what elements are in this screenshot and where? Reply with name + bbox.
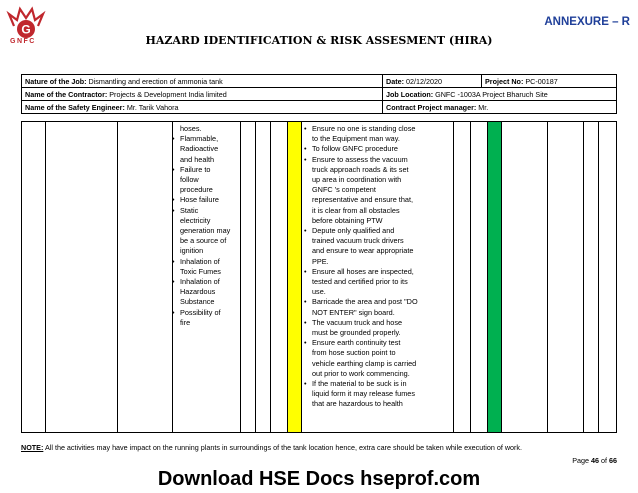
page-number: Page 46 of 66 <box>572 456 617 465</box>
hazard-item: hoses. <box>180 124 202 133</box>
control-measure-item: PPE. <box>312 256 329 266</box>
hazard-item: Toxic Fumes <box>180 266 221 276</box>
job-location-cell: Job Location: GNFC -1003A Project Bharuch Site <box>383 88 617 101</box>
control-measure-item: and ensure to wear appropriate <box>312 246 414 256</box>
column-divider <box>470 122 471 432</box>
hazard-item: Hazardous <box>180 287 216 297</box>
hazard-item: • Failure to <box>172 165 238 175</box>
control-measure-item: trained vacuum truck drivers <box>312 236 404 246</box>
column-divider <box>583 122 584 432</box>
control-measure-item: liquid form it may release fumes <box>312 389 416 399</box>
control-measure-item: • Ensure earth continuity test <box>304 338 452 348</box>
hazard-item: procedure <box>180 185 213 195</box>
hazard-item: Radioactive <box>180 144 219 154</box>
column-divider <box>255 122 256 432</box>
control-measure-item: must be grounded properly. <box>312 328 401 338</box>
control-measures-list <box>304 124 452 410</box>
job-info-row-2 <box>22 88 617 101</box>
column-divider <box>270 122 271 432</box>
hazards-list <box>172 124 238 328</box>
column-divider <box>598 122 599 432</box>
risk-rating-yellow-cell <box>287 122 301 432</box>
control-measure-item: that are hazardous to health <box>312 399 403 409</box>
control-measure-item: • Barricade the area and post "DO <box>304 297 452 307</box>
control-measure-item: use. <box>312 287 326 297</box>
hazard-item: and health <box>180 154 215 164</box>
control-measure-item: representative and ensure that, <box>312 195 414 205</box>
logo-text: GNFC <box>10 38 36 45</box>
hazard-item: follow <box>180 175 199 185</box>
control-measure-item: it is clear from all obstacles <box>312 205 400 215</box>
column-divider <box>45 122 46 432</box>
control-measure-item: GNFC 's competent <box>312 185 376 195</box>
control-measure-item: truck approach roads & its set <box>312 164 409 174</box>
control-measure-item: tested and certified prior to its <box>312 277 408 287</box>
column-divider <box>501 122 502 432</box>
column-divider <box>117 122 118 432</box>
hazard-item: fire <box>180 317 191 327</box>
svg-text:G: G <box>21 22 31 37</box>
hira-table <box>21 121 617 433</box>
job-info-row-1 <box>22 75 617 88</box>
hazard-item: Substance <box>180 297 215 307</box>
job-info-table <box>21 74 617 114</box>
hazard-item: generation may <box>180 226 231 236</box>
control-measure-item: up area in coordination with <box>312 175 402 185</box>
note-text: NOTE: All the activities may have impact on the running plants in surroundings of the tank location hence, extra care should be taken while execution of work. <box>21 443 523 452</box>
hazard-item: • Possibility of <box>172 308 238 318</box>
control-measure-item: • If the material to be suck is in <box>304 379 452 389</box>
hazard-item: electricity <box>180 215 211 225</box>
footer-watermark: Download HSE Docs hseprof.com <box>157 468 481 490</box>
page-title: HAZARD IDENTIFICATION & RISK ASSESMENT (HIRA) <box>145 34 493 47</box>
control-measure-item: to the Equipment man way. <box>312 134 400 144</box>
control-measure-item: out prior to work commencing. <box>312 368 410 378</box>
job-info-row-3 <box>22 101 617 114</box>
control-measure-item: before obtaining PTW <box>312 215 383 225</box>
column-divider <box>547 122 548 432</box>
annexure-label: ANNEXURE – R <box>544 16 630 28</box>
date-cell: Date: 02/12/2020 <box>383 75 482 88</box>
column-divider <box>301 122 302 432</box>
safety-engineer-cell: Name of the Safety Engineer: Mr. Tarik Vahora <box>22 101 383 114</box>
control-measure-item: vehicle earthing clamp is carried <box>312 358 417 368</box>
hazard-item: • Hose failure <box>172 195 238 205</box>
control-measure-item: from hose suction point to <box>312 348 396 358</box>
control-measure-item: • Ensure all hoses are inspected, <box>304 267 452 277</box>
hazard-item: • Static <box>172 206 238 216</box>
hazard-item: • Inhalation of <box>172 257 238 267</box>
residual-risk-green-cell <box>487 122 501 432</box>
contractor-cell: Name of the Contractor: Projects & Development India limited <box>22 88 383 101</box>
project-no-cell: Project No: PC-00187 <box>482 75 617 88</box>
hazard-item: • Flammable, <box>172 134 238 144</box>
column-divider <box>240 122 241 432</box>
control-measure-item: • The vacuum truck and hose <box>304 318 452 328</box>
column-divider <box>453 122 454 432</box>
column-divider <box>487 122 488 432</box>
nature-of-job-cell: Nature of the Job: Dismantling and erection of ammonia tank <box>22 75 383 88</box>
control-measure-item: • Depute only qualified and <box>304 226 452 236</box>
hazard-item: be a source of <box>180 236 227 246</box>
column-divider <box>287 122 288 432</box>
hazard-item: • Inhalation of <box>172 277 238 287</box>
control-measure-item: • To follow GNFC procedure <box>304 144 452 154</box>
control-measure-item: • Ensure no one is standing close <box>304 124 452 134</box>
control-measure-item: NOT ENTER" sign board. <box>312 307 395 317</box>
project-manager-cell: Contract Project manager: Mr. <box>383 101 617 114</box>
hazard-item: ignition <box>180 246 204 256</box>
control-measure-item: • Ensure to assess the vacuum <box>304 155 452 165</box>
